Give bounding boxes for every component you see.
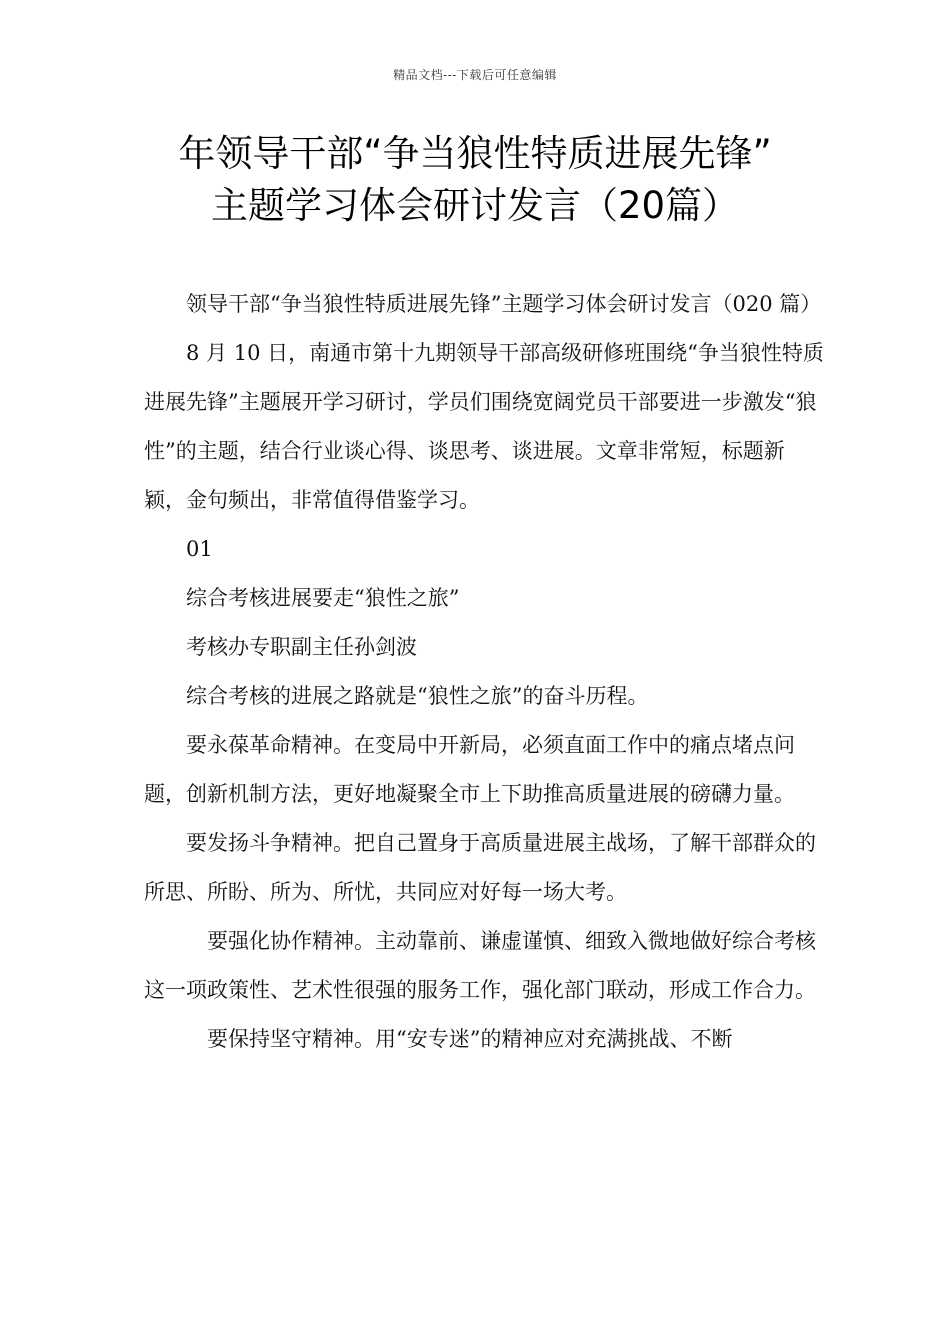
header-note: 精品文档---下载后可任意编辑: [393, 68, 557, 82]
paragraph-point-4: 要保持坚守精神。用“安专迷”的精神应对充满挑战、不断: [207, 1027, 733, 1051]
title-line-2: 主题学习体会研讨发言（20篇）: [210, 184, 740, 227]
section-number: 01: [186, 537, 213, 561]
paragraph-point-2: 要发扬斗争精神。把自己置身于高质量进展主战场，了解干部群众的所思、所盼、所为、所忧，共同应对好每一场大考。: [144, 831, 816, 904]
section-author: 考核办专职副主任孙剑波: [186, 635, 417, 659]
paragraph-point-3: 要强化协作精神。主动靠前、谦虚谨慎、细致入微地做好综合考核这一项政策性、艺术性很强的服务工作，强化部门联动，形成工作合力。: [144, 929, 816, 1002]
section-heading: 综合考核进展要走“狼性之旅”: [186, 586, 460, 610]
document-body: [144, 280, 824, 1064]
title-line-1: 年领导干部“争当狼性特质进展先锋”: [178, 132, 772, 175]
paragraph-summary: 8 月 10 日，南通市第十九期领导干部高级研修班围绕“争当狼性特质进展先锋”主题展开学习研讨，学员们围绕宽阔党员干部要进一步激发“狼性”的主题，结合行业谈心得、谈思考、谈进展。文章非常短，标题新颖，金句频出，非常值得借鉴学习。: [144, 341, 824, 512]
paragraph-point-1: 要永葆革命精神。在变局中开新局，必须直面工作中的痛点堵点问题，创新机制方法，更好地凝聚全市上下助推高质量进展的磅礴力量。: [144, 733, 795, 806]
document-title: [100, 128, 850, 232]
paragraph-intro-title: 领导干部“争当狼性特质进展先锋”主题学习体会研讨发言（020 篇）: [186, 292, 822, 316]
paragraph-lead: 综合考核的进展之路就是“狼性之旅”的奋斗历程。: [186, 684, 649, 708]
